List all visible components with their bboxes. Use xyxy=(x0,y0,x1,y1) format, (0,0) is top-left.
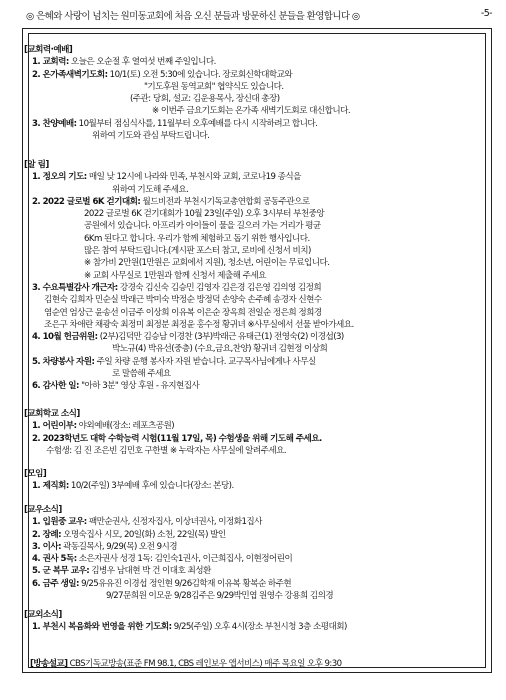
page-header xyxy=(26,8,492,22)
list-item: 1. 정오의 기도: 매일 낮 12시에 나라와 민족, 부천시와 교회, 코로나19 종식을 xyxy=(32,172,301,183)
list-item: ※ 이번주 금요기도회는 온가족 새벽기도회로 대신합니다. xyxy=(152,106,351,117)
section-worship xyxy=(24,44,494,142)
list-item: 조은구 차애란 채광숙 최정미 최정분 최정윤 홍수정 황귀녀 ※사무실에서 선물 받아가세요. xyxy=(44,319,354,330)
page-number: -5- xyxy=(480,8,492,19)
section-title: [교외소식] xyxy=(24,610,62,620)
list-item: 수험생: 김 진 조은빈 김민호 구한별 ※ 누락자는 사무실에 알려주세요. xyxy=(46,445,287,456)
list-item: 1. 어린이부: 야외예배(장소: 레포츠공원) xyxy=(32,421,175,432)
list-item: 2. 2022 글로벌 6K 걷기대회: 월드비전과 부천시기독교총연합회 공동주관으로 xyxy=(32,196,310,207)
list-item: ※ 참가비 2만원(1만원은 교회에서 지원), 청소년, 어린이는 무료입니다. xyxy=(84,258,330,269)
section-title: [교회력·예배] xyxy=(24,45,73,55)
section-notices xyxy=(24,159,494,393)
list-item: 김현숙 김희자 민순실 박래근 박미숙 박정순 방정덕 손양숙 손주혜 송경자 신현수 xyxy=(44,295,322,306)
list-item: 로 말씀해 주세요 xyxy=(112,369,171,380)
list-item: 1. 부천시 복음화와 번영을 위한 기도회: 9/25(주일) 오후 4시(장소 부천시청 3층 소평대회) xyxy=(32,622,347,633)
section-members xyxy=(24,504,494,602)
list-item: 많은 참여 부탁드립니다.(게시판 포스터 참고, 로비에 신청서 비치) xyxy=(84,246,311,257)
list-item: 위하여 기도와 관심 부탁드립니다. xyxy=(92,131,210,142)
list-item: 염순연 엄상근 윤송선 이금주 이상희 이유복 이은순 장옥희 전일순 정은희 정희경 xyxy=(44,307,322,318)
section-title: [모임] xyxy=(24,469,47,479)
list-item: 2. 장례: 오명숙집사 시모, 20일(화) 소천, 22일(목) 발인 xyxy=(32,529,226,540)
list-item: 4. 권사 5독: 소은자권사 성경 1독: 김인숙1권사, 이근희집사, 이현정어린이 xyxy=(32,554,293,565)
list-item: "기도후원 동역교회" 협약식도 있습니다. xyxy=(144,81,284,92)
broadcast-text: CBS기독교방송(표준 FM 98.1, CBS 레인보우 앱서비스) 매주 목요일 오후 9:30 xyxy=(67,659,342,669)
list-item: 2022 글로벌 6K 걷기대회가 10월 23일(주일) 오후 3시부터 부천중앙 xyxy=(84,209,325,220)
list-item: 3. 이사: 곽동길목사, 9/29(목) 오전 9시경 xyxy=(32,541,178,552)
list-item: 6. 감사한 일: "아하 3분" 영상 후원 - 유지현집사 xyxy=(32,381,200,392)
list-item: 위하여 기도해 주세요. xyxy=(112,184,189,195)
list-item: 1. 교회력: 오늘은 오순절 후 열여섯 번째 주일입니다. xyxy=(32,57,216,68)
list-item: 공원에서 있습니다. 아프리카 아이들이 물을 길으러 가는 거리가 평균 xyxy=(84,221,321,232)
list-item: (주관: 당회, 설교: 김운용목사, 장신대 총장) xyxy=(130,94,280,105)
list-item: 4. 10월 헌금위원: (2부)김덕만 김승남 이경찬 (3부)박래근 유태근(1) 전영숙(2) 이경섭(3) xyxy=(32,332,344,343)
section-title: [알 림] xyxy=(24,160,49,170)
list-item: 5. 군 복무 교우: 김병우 남대현 박 건 이대호 최성환 xyxy=(32,566,211,577)
list-item: 3. 수요특별감사 개근자: 강경숙 김신숙 김승민 김영자 김은경 김은영 김의영 김정희 xyxy=(32,282,322,293)
broadcast-title: [방송설교] xyxy=(30,659,68,669)
list-item: ※ 교회 사무실로 1만원과 함께 신청서 제출해 주세요 xyxy=(84,270,266,281)
list-item: 2. 2023학년도 대학 수학능력 시험(11월 17일, 목) 수험생을 위해 기도해 주세요. xyxy=(32,433,322,444)
list-item: 1. 제직회: 10/2(주일) 3부예배 후에 있습니다(장소: 본당). xyxy=(32,481,234,492)
list-item: 5. 차량봉사 자원: 주일 차량 운행 봉사자 자원 받습니다. 교구목사님에게나 사무실 xyxy=(32,356,316,367)
section-title: [교우소식] xyxy=(24,505,62,515)
list-item: 9/27문희원 이모운 9/28김주은 9/29박민엽 원영수 강용희 김의경 xyxy=(106,591,334,602)
list-item: 3. 찬양예배: 10월부터 점심식사를, 11월부터 오후예배를 다시 시작하려고 합니다. xyxy=(32,118,318,129)
section-church-school xyxy=(24,408,494,457)
list-item: 6. 금주 생일: 9/25유유진 이경섭 정인현 9/26김학재 이유복 황복순 하주현 xyxy=(32,578,292,589)
section-meetings xyxy=(24,468,494,493)
section-title: [교회학교 소식] xyxy=(24,409,80,419)
list-item: 6Km 된다고 합니다. 우리가 함께 체험하고 돕기 위한 행사입니다. xyxy=(84,233,310,244)
welcome-greeting: ◎ 은혜와 사랑이 넘치는 원미동교회에 처음 오신 분들과 방문하신 분들을 환영합니다 ◎ xyxy=(26,11,360,22)
section-regional xyxy=(24,609,494,634)
list-item: 1. 입원중 교우: 팩만순권사, 신정자집사, 이상녀권사, 이정화1집사 xyxy=(32,517,262,528)
broadcast-notice xyxy=(30,657,341,669)
list-item: 2. 온가족새벽기도회: 10/1(토) 오전 5:30에 있습니다. 장로회신학대학교와 xyxy=(32,69,293,80)
list-item: 박노규(4) 박유선(중층) (수요,금요,찬양) 황귀녀 김현정 이상희 xyxy=(112,344,328,355)
